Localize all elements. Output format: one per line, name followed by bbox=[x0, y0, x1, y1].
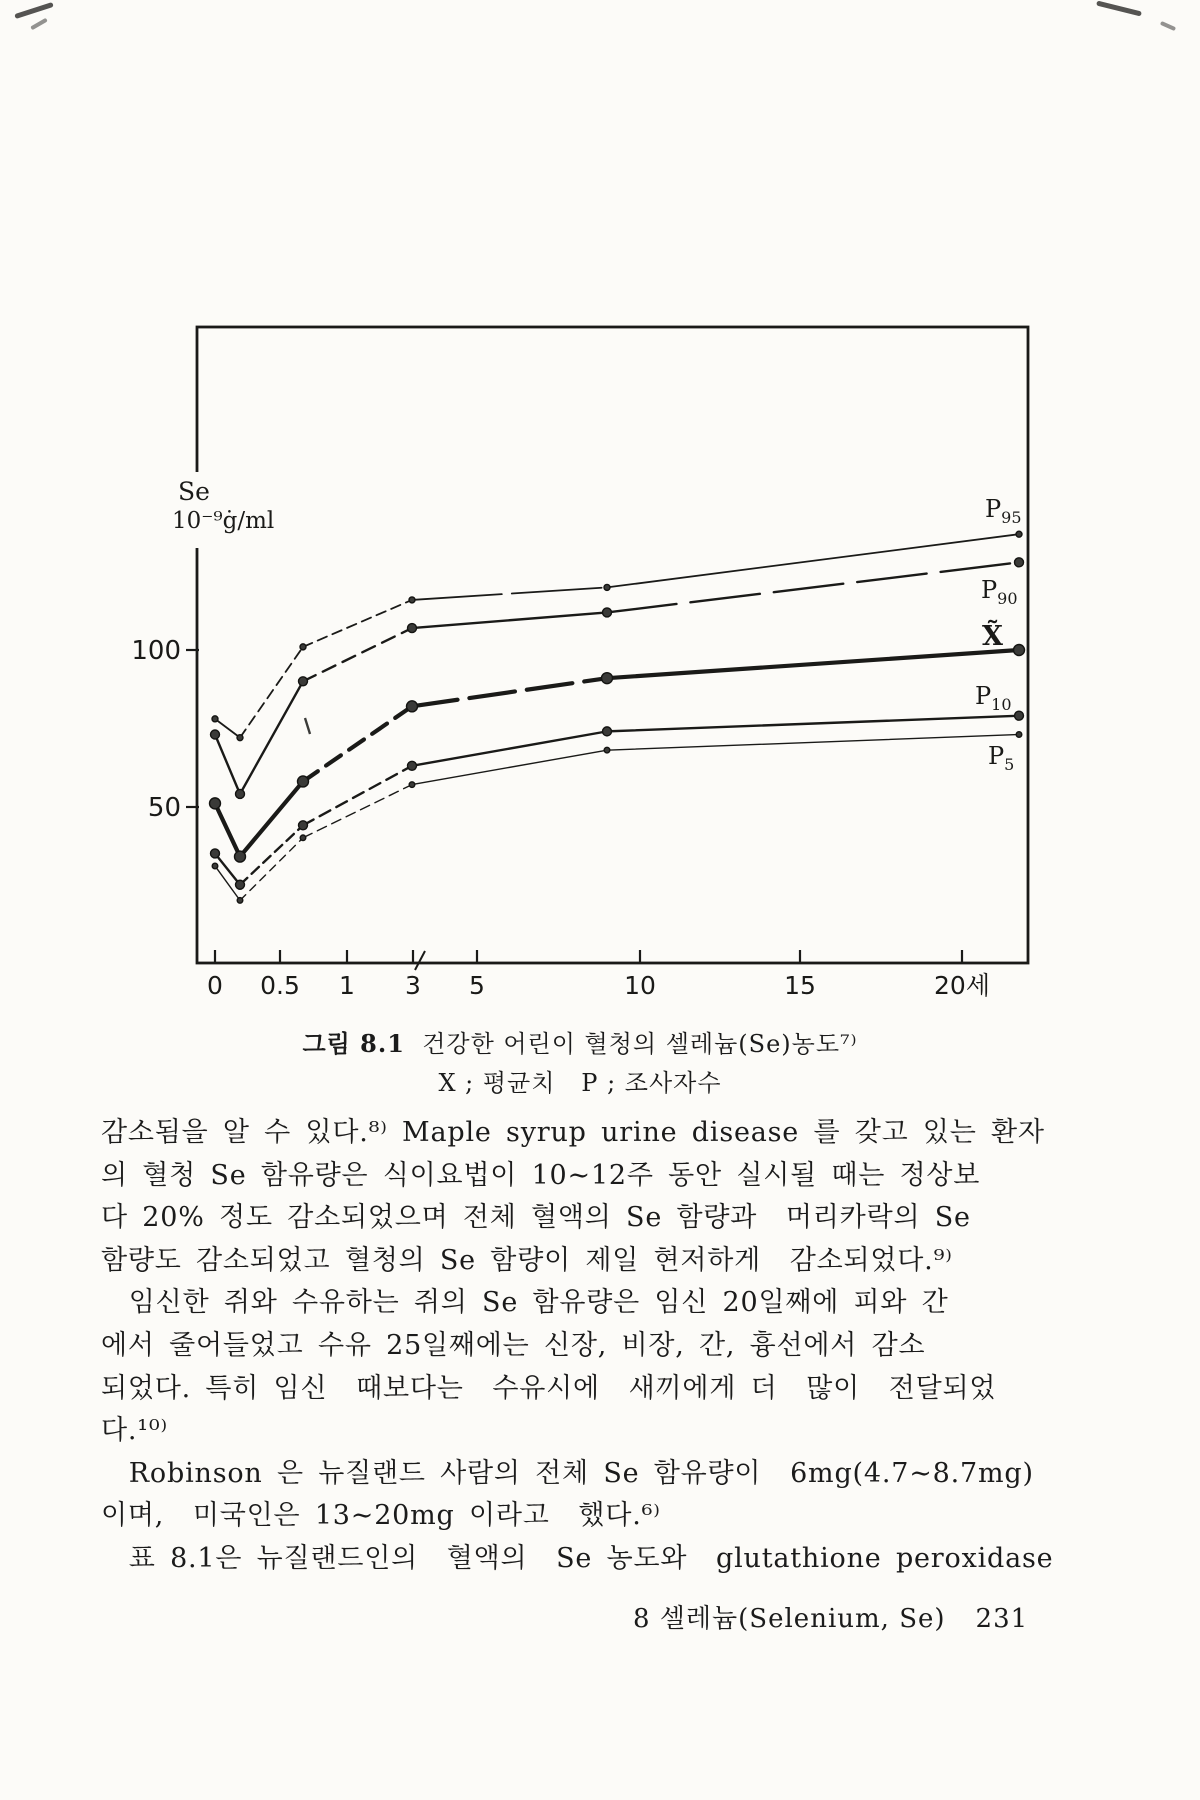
data-point bbox=[407, 701, 418, 712]
series-label-P10: $P_{10}$ bbox=[975, 682, 1012, 714]
x-tick-label: 3 bbox=[405, 971, 421, 1000]
series-segment bbox=[607, 735, 1019, 751]
data-point bbox=[604, 584, 610, 590]
x-tick-label: 0.5 bbox=[260, 971, 300, 1000]
data-point bbox=[1015, 558, 1024, 567]
body-text-line: Robinson 은 뉴질랜드 사람의 전체 Se 함유량이 6mg(4.7∼8.7mg) bbox=[101, 1457, 1034, 1489]
x-tick-label: 15 bbox=[784, 971, 816, 1000]
x-tick-label: 0 bbox=[207, 971, 223, 1000]
series-segment bbox=[607, 534, 1019, 587]
body-text-line: 함량도 감소되었고 혈청의 Se 함량이 제일 현저하게 감소되었다.⁹⁾ bbox=[101, 1244, 953, 1276]
data-point bbox=[409, 597, 415, 603]
data-point bbox=[212, 863, 218, 869]
body-text-line: 에서 줄어들었고 수유 25일째에는 신장, 비장, 간, 흉선에서 감소 bbox=[101, 1329, 926, 1361]
axis-break-mark bbox=[415, 951, 425, 970]
data-point bbox=[298, 776, 309, 787]
data-point bbox=[210, 798, 221, 809]
data-point bbox=[408, 761, 417, 770]
y-axis-title-line2: 10⁻⁹ġ/ml bbox=[172, 508, 275, 534]
series-segment bbox=[412, 678, 607, 706]
chart-frame bbox=[197, 327, 1028, 963]
data-point bbox=[603, 727, 612, 736]
data-point bbox=[235, 851, 246, 862]
body-text-line: 표 8.1은 뉴질랜드인의 혈액의 Se 농도와 glutathione peroxidase bbox=[101, 1542, 1054, 1574]
series-segment bbox=[607, 650, 1019, 678]
series-mean bbox=[210, 619, 1025, 862]
body-text bbox=[101, 1112, 1121, 1581]
x-tick-label: 20세 bbox=[934, 971, 990, 1000]
series-segment bbox=[240, 781, 303, 856]
series-segment bbox=[607, 562, 1019, 612]
data-point bbox=[408, 624, 417, 633]
y-axis-title-line1: Se bbox=[178, 477, 210, 506]
data-point bbox=[299, 821, 308, 830]
y-tick-label: 50 bbox=[147, 793, 181, 823]
body-text-line: 감소됨을 알 수 있다.⁸⁾ Maple syrup urine disease 를 갖고 있는 환자 bbox=[101, 1117, 1045, 1148]
series-label-mean: X̃ bbox=[982, 621, 1003, 652]
series-segment bbox=[303, 600, 412, 647]
series-label-P95: $P_{95}$ bbox=[985, 495, 1022, 527]
series-segment bbox=[215, 803, 240, 856]
x-tick-label: 10 bbox=[624, 971, 656, 1000]
page-footer bbox=[633, 1598, 1028, 1635]
series-segment bbox=[303, 628, 412, 681]
figure-legend: X ; 평균치 P ; 조사자수 bbox=[438, 1069, 722, 1097]
data-point bbox=[211, 849, 220, 858]
series-segment bbox=[303, 766, 412, 825]
body-text-line: 다 20% 정도 감소되었으며 전체 혈액의 Se 함량과 머리카락의 Se bbox=[101, 1202, 971, 1234]
data-point bbox=[211, 730, 220, 739]
y-tick-label: 100 bbox=[131, 636, 181, 666]
body-text-line: 다.¹⁰⁾ bbox=[101, 1415, 168, 1447]
data-point bbox=[300, 644, 306, 650]
data-point bbox=[1015, 711, 1024, 720]
series-segment bbox=[240, 825, 303, 884]
series-segment bbox=[412, 750, 607, 784]
x-tick-label: 1 bbox=[339, 971, 355, 1000]
series-P10 bbox=[211, 682, 1024, 889]
data-point bbox=[212, 716, 218, 722]
data-point bbox=[236, 880, 245, 889]
series-segment bbox=[412, 731, 607, 765]
series-segment bbox=[412, 612, 607, 628]
series-segment bbox=[412, 587, 607, 600]
data-point bbox=[602, 673, 613, 684]
body-text-line: 임신한 쥐와 수유하는 쥐의 Se 함유량은 임신 20일째에 피와 간 bbox=[101, 1287, 949, 1319]
series-label-P5: $P_5$ bbox=[988, 742, 1015, 774]
series-segment bbox=[215, 735, 240, 794]
series-segment bbox=[240, 647, 303, 738]
series-label-P90: $P_{90}$ bbox=[981, 576, 1018, 608]
body-text-line: 의 혈청 Se 함유량은 식이요법이 10∼12주 동안 실시될 때는 정상보 bbox=[101, 1159, 981, 1191]
figure-title: 건강한 어린이 혈청의 셀레늄(Se)농도⁷⁾ bbox=[404, 1030, 858, 1058]
body-text-line: 되었다. 특히 임신 때보다는 수유시에 새끼에게 더 많이 전달되었 bbox=[101, 1372, 997, 1404]
figure-number: 그림 8.1 bbox=[302, 1029, 405, 1058]
x-tick-label: 5 bbox=[469, 971, 485, 1000]
series-P5 bbox=[212, 732, 1022, 903]
data-point bbox=[1014, 645, 1025, 656]
data-point bbox=[237, 735, 243, 741]
chapter-title: 8 셀레늄(Selenium, Se) bbox=[633, 1604, 946, 1634]
scan-artifact-plot bbox=[305, 718, 310, 734]
data-point bbox=[236, 789, 245, 798]
data-point bbox=[604, 747, 610, 753]
body-text-line: 이며, 미국인은 13∼20mg 이라고 했다.⁶⁾ bbox=[101, 1500, 661, 1532]
data-point bbox=[1016, 531, 1022, 537]
series-segment bbox=[240, 681, 303, 794]
figure-caption bbox=[150, 1024, 1010, 1059]
data-point bbox=[409, 782, 415, 788]
data-point bbox=[299, 677, 308, 686]
series-P95 bbox=[212, 495, 1022, 741]
series-segment bbox=[303, 785, 412, 838]
data-point bbox=[237, 898, 243, 904]
data-point bbox=[300, 835, 306, 841]
data-point bbox=[1016, 732, 1022, 738]
data-point bbox=[603, 608, 612, 617]
series-segment bbox=[303, 706, 412, 781]
series-segment bbox=[607, 716, 1019, 732]
page-number: 231 bbox=[975, 1604, 1029, 1634]
